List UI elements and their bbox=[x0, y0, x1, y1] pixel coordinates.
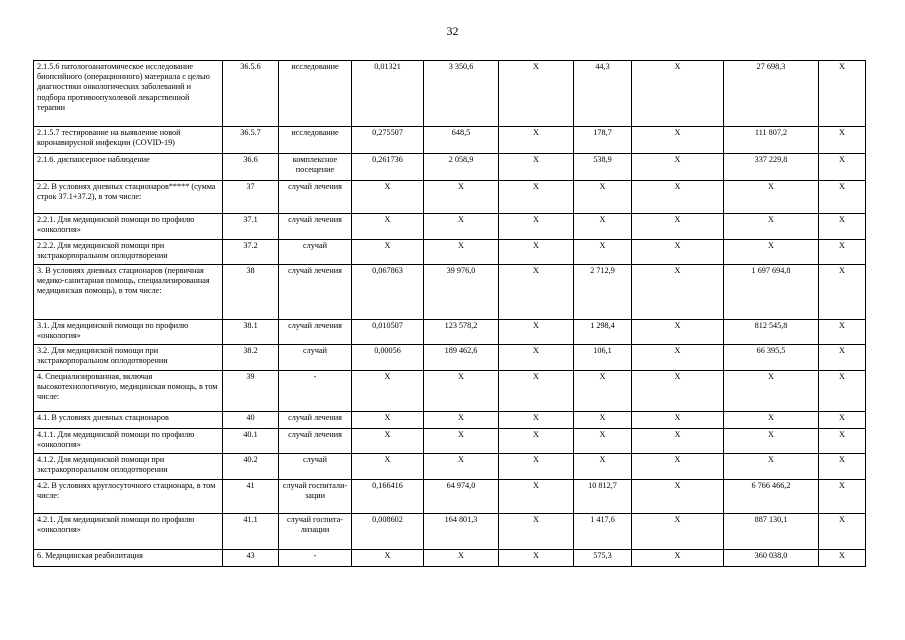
value-col4-cell: X bbox=[352, 214, 424, 240]
unit-cell: случай bbox=[279, 240, 352, 265]
unit-cell: случай лечения bbox=[279, 412, 352, 429]
value-col9-cell: 1 697 694,8 bbox=[724, 265, 819, 320]
value-col9-cell: 27 698,3 bbox=[724, 61, 819, 127]
value-col9-cell: X bbox=[724, 214, 819, 240]
value-col10-cell: X bbox=[819, 412, 866, 429]
table-row bbox=[34, 429, 866, 454]
table-row bbox=[34, 127, 866, 154]
row-name-cell: 2.1.5.6 патологоанатомическое исследование биопсийного (операционного) материала с целью диагностики онкологических заболеваний и подбора противоопухолевой лекарственной терапии bbox=[34, 61, 223, 127]
value-col9-cell: 812 545,8 bbox=[724, 320, 819, 345]
value-col4-cell: X bbox=[352, 181, 424, 214]
unit-cell: исследование bbox=[279, 127, 352, 154]
value-col8-cell: X bbox=[632, 345, 724, 371]
unit-cell: - bbox=[279, 371, 352, 412]
value-col4-cell: 0,01321 bbox=[352, 61, 424, 127]
row-code-cell: 41.1 bbox=[223, 514, 279, 550]
value-col4-cell: X bbox=[352, 371, 424, 412]
value-col10-cell: X bbox=[819, 181, 866, 214]
row-name-cell: 3. В условиях дневных стационаров (первичная медико-санитарная помощь, специализированная медицинская помощь), в том числе: bbox=[34, 265, 223, 320]
value-col9-cell: X bbox=[724, 412, 819, 429]
table-row bbox=[34, 454, 866, 480]
value-col5-cell: 3 350,6 bbox=[424, 61, 499, 127]
row-name-cell: 2.2.2. Для медицинской помощи при экстракорпоральном оплодотворении bbox=[34, 240, 223, 265]
value-col9-cell: 887 130,1 bbox=[724, 514, 819, 550]
value-col4-cell: 0,067863 bbox=[352, 265, 424, 320]
value-col8-cell: X bbox=[632, 320, 724, 345]
row-code-cell: 36.5.7 bbox=[223, 127, 279, 154]
table-row bbox=[34, 265, 866, 320]
value-col4-cell: X bbox=[352, 429, 424, 454]
value-col4-cell: 0,166416 bbox=[352, 480, 424, 514]
table-row bbox=[34, 550, 866, 567]
value-col9-cell: 337 229,8 bbox=[724, 154, 819, 181]
value-col8-cell: X bbox=[632, 181, 724, 214]
table-row bbox=[34, 214, 866, 240]
table-row bbox=[34, 514, 866, 550]
value-col9-cell: 111 807,2 bbox=[724, 127, 819, 154]
value-col6-cell: X bbox=[499, 514, 574, 550]
value-col10-cell: X bbox=[819, 154, 866, 181]
value-col4-cell: X bbox=[352, 412, 424, 429]
value-col10-cell: X bbox=[819, 320, 866, 345]
value-col6-cell: X bbox=[499, 429, 574, 454]
row-name-cell: 3.1. Для медицинской помощи по профилю «онкология» bbox=[34, 320, 223, 345]
table-row bbox=[34, 61, 866, 127]
value-col4-cell: 0,010507 bbox=[352, 320, 424, 345]
table-row bbox=[34, 154, 866, 181]
value-col5-cell: X bbox=[424, 429, 499, 454]
value-col8-cell: X bbox=[632, 514, 724, 550]
value-col6-cell: X bbox=[499, 181, 574, 214]
row-code-cell: 40 bbox=[223, 412, 279, 429]
value-col10-cell: X bbox=[819, 429, 866, 454]
unit-cell: - bbox=[279, 550, 352, 567]
table-row bbox=[34, 320, 866, 345]
value-col8-cell: X bbox=[632, 480, 724, 514]
value-col7-cell: X bbox=[574, 214, 632, 240]
value-col10-cell: X bbox=[819, 61, 866, 127]
row-name-cell: 4. Специализированная, включая высокотехнологичную, медицинская помощь, в том числе: bbox=[34, 371, 223, 412]
value-col5-cell: X bbox=[424, 181, 499, 214]
value-col6-cell: X bbox=[499, 550, 574, 567]
row-code-cell: 37.2 bbox=[223, 240, 279, 265]
unit-cell: случай лечения bbox=[279, 320, 352, 345]
value-col5-cell: 39 976,0 bbox=[424, 265, 499, 320]
table-row bbox=[34, 240, 866, 265]
unit-cell: случай лечения bbox=[279, 265, 352, 320]
value-col7-cell: X bbox=[574, 371, 632, 412]
row-code-cell: 38.1 bbox=[223, 320, 279, 345]
value-col4-cell: 0,00056 bbox=[352, 345, 424, 371]
value-col8-cell: X bbox=[632, 61, 724, 127]
value-col7-cell: X bbox=[574, 412, 632, 429]
value-col8-cell: X bbox=[632, 214, 724, 240]
row-code-cell: 40.1 bbox=[223, 429, 279, 454]
row-code-cell: 40.2 bbox=[223, 454, 279, 480]
value-col8-cell: X bbox=[632, 240, 724, 265]
value-col6-cell: X bbox=[499, 127, 574, 154]
value-col6-cell: X bbox=[499, 345, 574, 371]
value-col6-cell: X bbox=[499, 154, 574, 181]
row-name-cell: 4.2.1. Для медицинской помощи по профилю «онкология» bbox=[34, 514, 223, 550]
value-col8-cell: X bbox=[632, 154, 724, 181]
value-col10-cell: X bbox=[819, 371, 866, 412]
unit-cell: исследование bbox=[279, 61, 352, 127]
row-code-cell: 39 bbox=[223, 371, 279, 412]
value-col6-cell: X bbox=[499, 240, 574, 265]
value-col5-cell: X bbox=[424, 371, 499, 412]
row-name-cell: 2.2. В условиях дневных стационаров***** (сумма строк 37.1+37.2), в том числе: bbox=[34, 181, 223, 214]
value-col9-cell: 360 038,0 bbox=[724, 550, 819, 567]
row-name-cell: 2.1.5.7 тестирование на выявление новой коронавирусной инфекции (COVID-19) bbox=[34, 127, 223, 154]
table-row bbox=[34, 412, 866, 429]
value-col7-cell: X bbox=[574, 240, 632, 265]
row-name-cell: 4.1. В условиях дневных стационаров bbox=[34, 412, 223, 429]
value-col8-cell: X bbox=[632, 371, 724, 412]
row-code-cell: 41 bbox=[223, 480, 279, 514]
value-col7-cell: X bbox=[574, 454, 632, 480]
unit-cell: случай bbox=[279, 454, 352, 480]
value-col4-cell: 0,275507 bbox=[352, 127, 424, 154]
value-col7-cell: 2 712,9 bbox=[574, 265, 632, 320]
value-col10-cell: X bbox=[819, 345, 866, 371]
unit-cell: случай bbox=[279, 345, 352, 371]
value-col9-cell: 66 395,5 bbox=[724, 345, 819, 371]
value-col9-cell: 6 766 466,2 bbox=[724, 480, 819, 514]
row-name-cell: 2.2.1. Для медицинской помощи по профилю «онкология» bbox=[34, 214, 223, 240]
row-code-cell: 38.2 bbox=[223, 345, 279, 371]
unit-cell: случай госпитали-зации bbox=[279, 480, 352, 514]
row-name-cell: 6. Медицинская реабилитация bbox=[34, 550, 223, 567]
table-row bbox=[34, 345, 866, 371]
row-name-cell: 3.2. Для медицинской помощи при экстракорпоральном оплодотворении bbox=[34, 345, 223, 371]
value-col6-cell: X bbox=[499, 412, 574, 429]
value-col7-cell: X bbox=[574, 181, 632, 214]
value-col4-cell: X bbox=[352, 550, 424, 567]
value-col7-cell: 178,7 bbox=[574, 127, 632, 154]
value-col10-cell: X bbox=[819, 214, 866, 240]
value-col6-cell: X bbox=[499, 214, 574, 240]
value-col8-cell: X bbox=[632, 550, 724, 567]
row-name-cell: 4.1.2. Для медицинской помощи при экстракорпоральном оплодотворении bbox=[34, 454, 223, 480]
value-col5-cell: X bbox=[424, 550, 499, 567]
row-code-cell: 43 bbox=[223, 550, 279, 567]
value-col9-cell: X bbox=[724, 454, 819, 480]
value-col5-cell: 189 462,6 bbox=[424, 345, 499, 371]
value-col4-cell: X bbox=[352, 240, 424, 265]
value-col4-cell: 0,261736 bbox=[352, 154, 424, 181]
value-col10-cell: X bbox=[819, 127, 866, 154]
value-col5-cell: X bbox=[424, 454, 499, 480]
value-col5-cell: 64 974,0 bbox=[424, 480, 499, 514]
value-col10-cell: X bbox=[819, 480, 866, 514]
value-col10-cell: X bbox=[819, 454, 866, 480]
value-col5-cell: 164 801,3 bbox=[424, 514, 499, 550]
unit-cell: случай лечения bbox=[279, 214, 352, 240]
unit-cell: случай лечения bbox=[279, 181, 352, 214]
value-col7-cell: 10 812,7 bbox=[574, 480, 632, 514]
value-col10-cell: X bbox=[819, 265, 866, 320]
table-row bbox=[34, 371, 866, 412]
value-col10-cell: X bbox=[819, 550, 866, 567]
value-col5-cell: 648,5 bbox=[424, 127, 499, 154]
row-code-cell: 36.6 bbox=[223, 154, 279, 181]
value-col9-cell: X bbox=[724, 429, 819, 454]
value-col5-cell: X bbox=[424, 412, 499, 429]
value-col7-cell: 106,1 bbox=[574, 345, 632, 371]
value-col10-cell: X bbox=[819, 240, 866, 265]
value-col5-cell: 123 578,2 bbox=[424, 320, 499, 345]
value-col7-cell: 1 298,4 bbox=[574, 320, 632, 345]
table-row bbox=[34, 181, 866, 214]
row-code-cell: 38 bbox=[223, 265, 279, 320]
value-col6-cell: X bbox=[499, 454, 574, 480]
value-col9-cell: X bbox=[724, 240, 819, 265]
row-code-cell: 36.5.6 bbox=[223, 61, 279, 127]
tariff-table bbox=[33, 60, 866, 567]
page-number: 32 bbox=[446, 24, 459, 38]
value-col8-cell: X bbox=[632, 127, 724, 154]
value-col8-cell: X bbox=[632, 412, 724, 429]
value-col4-cell: 0,008602 bbox=[352, 514, 424, 550]
value-col7-cell: 575,3 bbox=[574, 550, 632, 567]
row-name-cell: 4.2. В условиях круглосуточного стационара, в том числе: bbox=[34, 480, 223, 514]
value-col8-cell: X bbox=[632, 265, 724, 320]
value-col5-cell: X bbox=[424, 240, 499, 265]
row-code-cell: 37 bbox=[223, 181, 279, 214]
unit-cell: комплексное посещение bbox=[279, 154, 352, 181]
value-col7-cell: 44,3 bbox=[574, 61, 632, 127]
unit-cell: случай лечения bbox=[279, 429, 352, 454]
value-col6-cell: X bbox=[499, 320, 574, 345]
value-col9-cell: X bbox=[724, 371, 819, 412]
value-col6-cell: X bbox=[499, 371, 574, 412]
unit-cell: случай госпита-лизации bbox=[279, 514, 352, 550]
value-col6-cell: X bbox=[499, 265, 574, 320]
value-col5-cell: 2 058,9 bbox=[424, 154, 499, 181]
row-name-cell: 2.1.6. диспансерное наблюдение bbox=[34, 154, 223, 181]
value-col4-cell: X bbox=[352, 454, 424, 480]
value-col6-cell: X bbox=[499, 61, 574, 127]
table-body bbox=[34, 61, 866, 567]
row-code-cell: 37.1 bbox=[223, 214, 279, 240]
value-col7-cell: X bbox=[574, 429, 632, 454]
value-col7-cell: 1 417,6 bbox=[574, 514, 632, 550]
value-col8-cell: X bbox=[632, 429, 724, 454]
value-col6-cell: X bbox=[499, 480, 574, 514]
value-col9-cell: X bbox=[724, 181, 819, 214]
value-col5-cell: X bbox=[424, 214, 499, 240]
table-row bbox=[34, 480, 866, 514]
value-col7-cell: 538,9 bbox=[574, 154, 632, 181]
value-col8-cell: X bbox=[632, 454, 724, 480]
row-name-cell: 4.1.1. Для медицинской помощи по профилю «онкология» bbox=[34, 429, 223, 454]
value-col10-cell: X bbox=[819, 514, 866, 550]
